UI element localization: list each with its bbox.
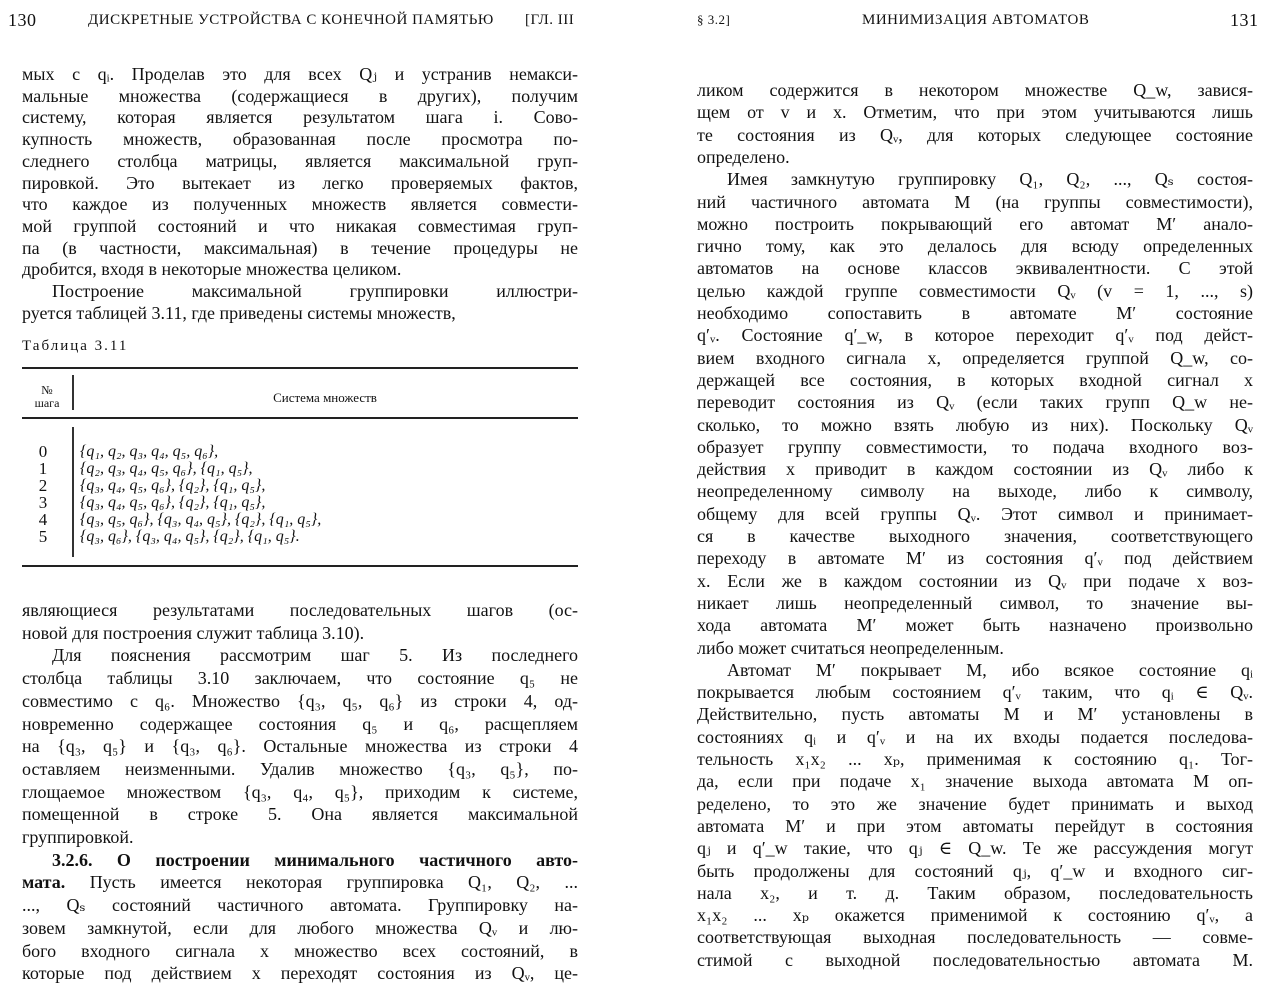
table-set-system: {q₃, q₄, q₅, q₆}, {q₂}, {q₁, q₅}, <box>80 477 266 494</box>
table-set-system: {q₂, q₃, q₄, q₅, q₆}, {q₁, q₅}, <box>80 460 253 477</box>
text-line: можно построить покрывающий его автомат M′ анало- <box>697 214 1253 234</box>
text-line: те состояния из Qᵥ, для которых следующее состояние <box>697 125 1253 145</box>
table-step-number: 1 <box>38 459 48 478</box>
table-step-number: 3 <box>38 493 48 512</box>
text-line: целью каждой группе совместимости Qᵥ (v = 1, ..., s) <box>697 281 1253 301</box>
running-title: МИНИМИЗАЦИЯ АВТОМАТОВ <box>862 12 1090 28</box>
text-line: мальные множества (содержащиеся в других), получим <box>22 86 578 106</box>
text-line: x. Если же в каждом состоянии из Qᵥ при подаче x воз- <box>697 571 1253 591</box>
text-line: автоматов на основе классов эквивалентности. С этой <box>697 258 1253 278</box>
page-number: 130 <box>8 10 37 30</box>
text-line: состояниях qᵢ и q′ᵥ и на их входы подается последова- <box>697 727 1253 747</box>
text-line: либо может считаться неопределенным. <box>697 638 1004 658</box>
text-line: щем от v и x. Отметим, что при этом учитываются лишь <box>697 102 1253 122</box>
text-line: группировкой. <box>22 827 134 847</box>
text-line: qⱼ и q′_w такие, что qⱼ ∈ Q_w. Те же рассуждения могут <box>697 838 1253 858</box>
table-step-number: 4 <box>38 510 48 529</box>
text-line: систему, которая является результатом шага i. Сово- <box>22 107 578 127</box>
text-line: новой для построения служит таблица 3.10). <box>22 623 365 643</box>
text-line: что каждое из полученных множеств является совмести- <box>22 194 578 214</box>
text-line: тельность x₁x₂ ... xₚ, применимая к состоянию q₁. Тог- <box>697 749 1253 769</box>
right-page <box>670 0 1270 978</box>
table-set-system: {q₁, q₂, q₃, q₄, q₅, q₆}, <box>80 443 219 460</box>
chapter-reference: [ГЛ. III <box>525 12 575 28</box>
text-line: мой группой состояний и что никакая совместимая груп- <box>22 216 578 236</box>
text-line: Имея замкнутую группировку Q₁, Q₂, ..., Qₛ состоя- <box>727 169 1253 189</box>
text-line: автомата M′ и при этом автоматы перейдут в состояния <box>697 816 1253 836</box>
table-caption: Таблица 3.11 <box>22 338 129 354</box>
text-line: 3.2.6. О построении минимального частичного авто- <box>52 850 578 870</box>
table-header-rule <box>22 417 578 419</box>
text-line: ределено, то это же значение будет принимать и выход <box>697 794 1253 814</box>
text-line: которые под действием x переходят состояния из Qᵥ, це- <box>22 963 578 983</box>
text-line: держащей все состояния, в которых входной сигнал x <box>697 370 1253 390</box>
text-line: помещенной в строке 5. Она является максимальной <box>22 804 578 824</box>
text-line: стимой с выходной последовательностью автомата M. <box>697 950 1253 970</box>
text-line: столбца таблицы 3.10 заключаем, что состояние q₅ не <box>22 668 578 688</box>
text-line: оставляем неизменными. Удалив множество {q₃, q₅}, по- <box>22 759 578 779</box>
text-line: пировкой. Это вытекает из легко проверяемых фактов, <box>22 173 578 193</box>
table-set-system: {q₃, q₄, q₅, q₆}, {q₂}, {q₁, q₅}, <box>80 494 266 511</box>
text-line: сколько, то можно взять любую из них). Поскольку Qᵥ <box>697 415 1253 435</box>
text-line: переводит состояния из Qᵥ (если таких групп Q_w не- <box>697 392 1253 412</box>
text-line: переходу в автомате M′ из состояния q′ᵥ под действием <box>697 548 1253 568</box>
running-title: ДИСКРЕТНЫЕ УСТРОЙСТВА С КОНЕЧНОЙ ПАМЯТЬЮ <box>88 12 494 28</box>
text-line: быть продолжены для состояний qⱼ, q′_w и входного сиг- <box>697 861 1253 881</box>
text-line: хода автомата M′ может быть назначено произвольно <box>697 615 1253 635</box>
text-line: неопределенному символу на выходе, либо к символу, <box>697 481 1253 501</box>
table-bottom-rule <box>22 565 578 567</box>
text-line: определено. <box>697 147 790 167</box>
text-line: мых с qᵢ. Проделав это для всех Qⱼ и устранив немакси- <box>22 64 578 84</box>
text-line: действия x приводит в каждом состоянии из Qᵥ либо к <box>697 459 1253 479</box>
text-line: бого входного сигнала x множество всех состояний, в <box>22 941 578 961</box>
text-line: совместимо с q₆. Множество {q₃, q₅, q₆} из строки 4, од- <box>22 691 578 711</box>
header-step-number: № шага <box>34 383 60 410</box>
table-set-system: {q₃, q₅, q₆}, {q₃, q₄, q₅}, {q₂}, {q₁, q₅}, <box>80 511 322 528</box>
text-line: x₁x₂ ... xₚ окажется применимой к состоянию q′ᵥ, а <box>697 905 1253 925</box>
text-line: q′ᵥ. Состояние q′_w, в которое переходит q′ᵥ под дейст- <box>697 325 1253 345</box>
text-line: мата. Пусть имеется некоторая группировка Q₁, Q₂, ... <box>22 872 578 892</box>
text-line: Для пояснения рассмотрим шаг 5. Из последнего <box>52 645 578 665</box>
text-line: глощаемое множеством {q₃, q₄, q₅}, приходим к системе, <box>22 782 578 802</box>
text-line: являющиеся результатами последовательных шагов (ос- <box>22 600 578 620</box>
text-line: нала x₂, и т. д. Таким образом, последовательность <box>697 883 1253 903</box>
table-top-rule <box>22 367 578 369</box>
text-line: вием входного сигнала x, определяется группой Q_w, со- <box>697 348 1253 368</box>
text-line: общему для всей группы Qᵥ. Этот символ и принимает- <box>697 504 1253 524</box>
table-header-divider <box>72 375 74 410</box>
text-line: следнего столбца матрицы, является максимальной груп- <box>22 151 578 171</box>
text-line: ..., Qₛ состояний частичного автомата. Группировку на- <box>22 895 578 915</box>
text-line: никает лишь неопределенный символ, то значение вы- <box>697 593 1253 613</box>
table-body-divider <box>72 427 74 557</box>
text-line: Действительно, пусть автоматы M и M′ установлены в <box>697 704 1253 724</box>
text-line: новременно содержащее состояния q₅ и q₆, расщепляем <box>22 714 578 734</box>
text-line: купность множеств, образованная после просмотра по- <box>22 129 578 149</box>
table-step-number: 0 <box>38 442 48 461</box>
text-line: гично тому, как это делалось для всюду определенных <box>697 236 1253 256</box>
text-line: ся в качестве выходного значения, соответствующего <box>697 526 1253 546</box>
table-step-number: 2 <box>38 476 48 495</box>
text-line: Построение максимальной группировки иллюстри- <box>52 281 578 301</box>
text-line: да, если при подаче x₁ значение выхода автомата M оп- <box>697 771 1253 791</box>
text-line: па (в частности, максимальная) в течение процедуры не <box>22 238 578 258</box>
section-reference: § 3.2] <box>697 12 731 27</box>
heading-continuation: мата. <box>22 872 66 892</box>
table-set-system: {q₃, q₆}, {q₃, q₄, q₅}, {q₂}, {q₁, q₅}. <box>80 528 300 545</box>
header-set-system: Система множеств <box>273 390 377 405</box>
text-line: Автомат M′ покрывает M, ибо всякое состояние qᵢ <box>727 660 1253 680</box>
text-line: соответствующая выходная последовательность — совме- <box>697 927 1253 947</box>
text-line: ликом содержится в некотором множестве Q_w, завися- <box>697 80 1253 100</box>
text-line: зовем замкнутой, если для любого множества Qᵥ и лю- <box>22 918 578 938</box>
text-line: образует группу совместимости, то подача входного воз- <box>697 437 1253 457</box>
text-line: покрывается любым состоянием q′ᵥ таким, что qᵢ ∈ Qᵥ. <box>697 682 1253 702</box>
table-step-number: 5 <box>38 527 48 546</box>
text-line: ний частичного автомата M (на группы совместимости), <box>697 192 1253 212</box>
text-line: дробится, входя в некоторые множества целиком. <box>22 259 402 279</box>
text-line: необходимо сопоставить в автомате M′ состояние <box>697 303 1253 323</box>
page-number: 131 <box>1230 10 1259 30</box>
left-page <box>0 0 600 983</box>
text-line: руется таблицей 3.11, где приведены системы множеств, <box>22 303 456 323</box>
text-line: на {q₃, q₅} и {q₃, q₆}. Остальные множества из строки 4 <box>22 736 578 756</box>
